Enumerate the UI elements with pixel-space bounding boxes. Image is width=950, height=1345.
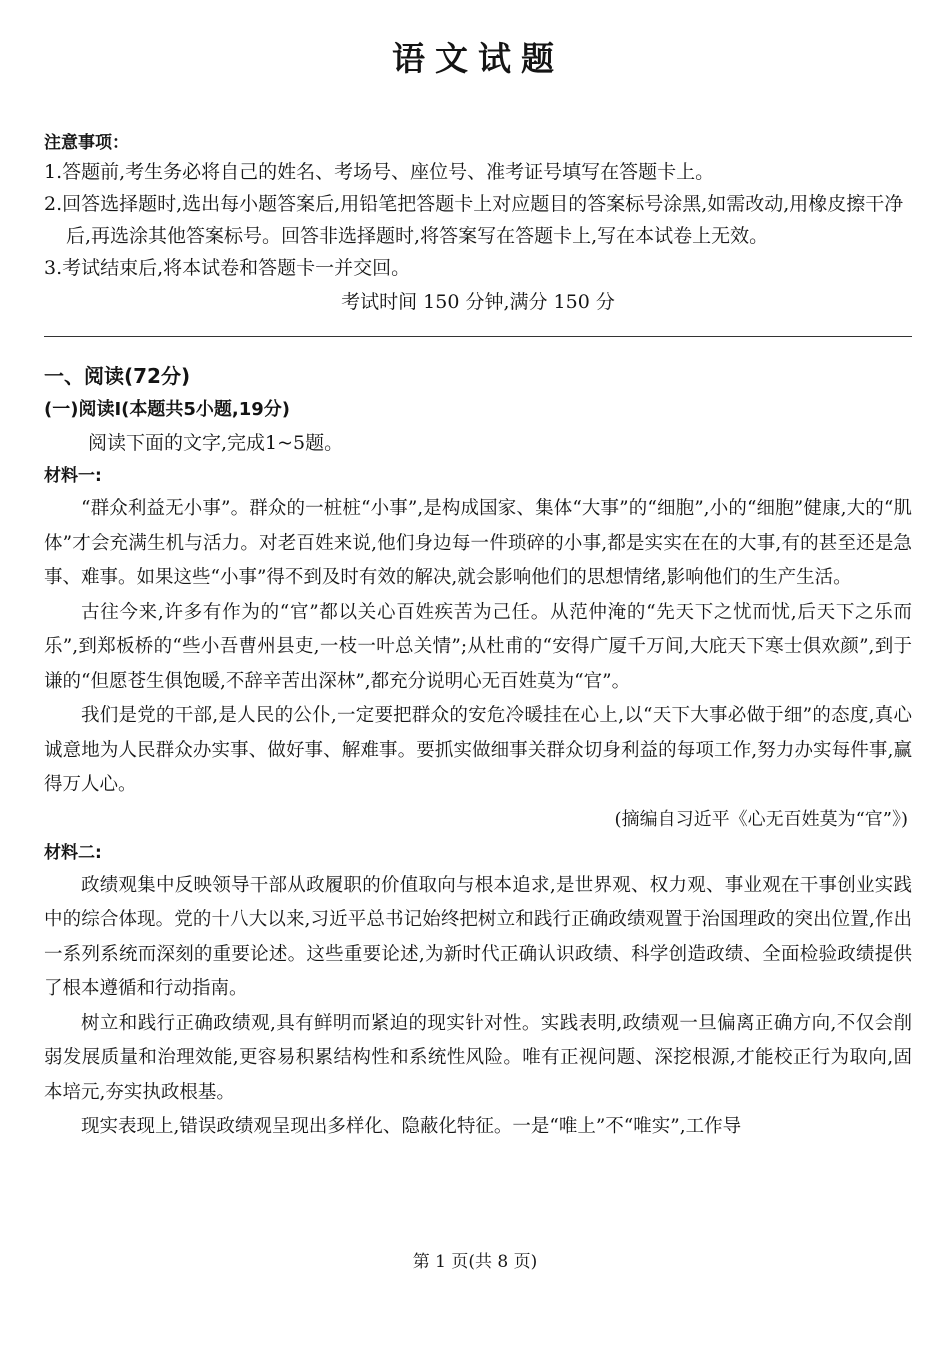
reading-instruction: 阅读下面的文字,完成1~5题。	[88, 432, 344, 454]
notice-section	[44, 130, 912, 318]
section-heading: 一、阅读(72分)	[44, 364, 191, 388]
material-1-paragraph-2: 古往今来,许多有作为的“官”都以关心百姓疾苦为己任。从范仲淹的“先天下之忧而忧,后天下之乐而乐”,到郑板桥的“些小吾曹州县吏,一枝一叶总关情”;从杜甫的“安得广厦千万间,大庇天下寒士俱欢颜”,到于谦的“但愿苍生俱饱暖,不辞辛苦出深林”,都充分说明心无百姓莫为“官”。	[44, 601, 912, 692]
material-2-paragraph-2: 树立和践行正确政绩观,具有鲜明而紧迫的现实针对性。实践表明,政绩观一旦偏离正确方向,不仅会削弱发展质量和治理效能,更容易积累结构性和系统性风险。唯有正视问题、深挖根源,才能校正行为取向,固本培元,夯实执政根基。	[44, 1012, 912, 1103]
notice-item-3: 3.考试结束后,将本试卷和答题卡一并交回。	[44, 257, 411, 279]
material-1-heading: 材料一:	[44, 466, 102, 486]
notice-item-1: 1.答题前,考生务必将自己的姓名、考场号、座位号、准考证号填写在答题卡上。	[44, 161, 715, 183]
material-1-paragraph-3: 我们是党的干部,是人民的公仆,一定要把群众的安危冷暖挂在心上,以“天下大事必做于细”的态度,真心诚意地为人民群众办实事、做好事、解难事。要抓实做细事关群众切身利益的每项工作,努力办实每件事,赢得万人心。	[44, 705, 912, 795]
subsection-heading: (一)阅读Ⅰ(本题共5小题,19分)	[44, 399, 291, 420]
page-footer: 第 1 页(共 8 页)	[412, 1252, 538, 1272]
material-1-source: (摘编自习近平《心无百姓莫为“官”》)	[614, 808, 908, 830]
notice-item-2: 2.回答选择题时,选出每小题答案后,用铅笔把答题卡上对应题目的答案标号涂黑,如需改动,用橡皮擦干净后,再选涂其他答案标号。回答非选择题时,将答案写在答题卡上,写在本试卷上无效。	[44, 193, 904, 247]
page-title: 语文试题	[392, 39, 564, 78]
divider	[44, 336, 912, 337]
material-2-paragraph-1: 政绩观集中反映领导干部从政履职的价值取向与根本追求,是世界观、权力观、事业观在干事创业实践中的综合体现。党的十八大以来,习近平总书记始终把树立和践行正确政绩观置于治国理政的突出位置,作出一系列系统而深刻的重要论述。这些重要论述,为新时代正确认识政绩、科学创造政绩、全面检验政绩提供了根本遵循和行动指南。	[44, 874, 912, 999]
material-2-paragraph-3: 现实表现上,错误政绩观呈现出多样化、隐蔽化特征。一是“唯上”不“唯实”,工作导	[81, 1116, 742, 1137]
material-1-paragraph-1: “群众利益无小事”。群众的一桩桩“小事”,是构成国家、集体“大事”的“细胞”,小的“细胞”健康,大的“肌体”才会充满生机与活力。对老百姓来说,他们身边每一件琐碎的小事,都是实实在在的大事,有的甚至还是急事、难事。如果这些“小事”得不到及时有效的解决,就会影响他们的思想情绪,影响他们的生产生活。	[44, 498, 912, 588]
notice-heading: 注意事项：	[44, 133, 129, 153]
exam-time: 考试时间 150 分钟,满分 150 分	[341, 291, 615, 313]
material-2-heading: 材料二:	[44, 842, 102, 863]
